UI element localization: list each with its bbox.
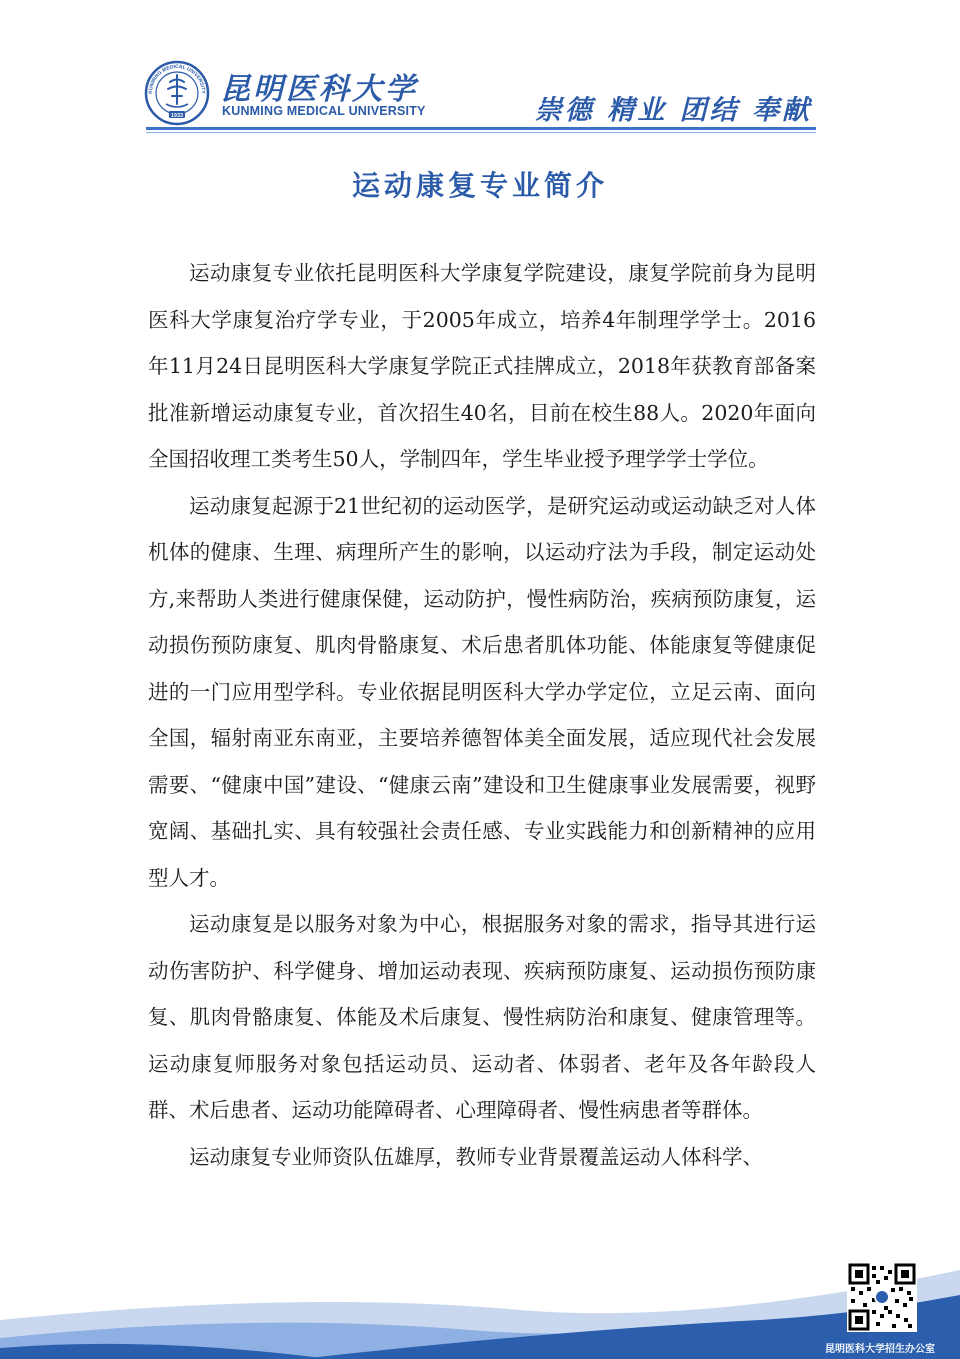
header-divider-thin <box>146 132 816 133</box>
paragraph-3: 运动康复是以服务对象为中心，根据服务对象的需求，指导其进行运动伤害防护、科学健身、增加运动表现、疾病预防康复、运动损伤预防康复、肌肉骨骼康复、体能及术后康复、慢性病防治和康复、健康管理等。运动康复师服务对象包括运动员、运动者、体弱者、老年及各年龄段人群、术后患者、运动功能障碍者、心理障碍者、慢性病患者等群体。 <box>148 912 816 1122</box>
document-body <box>148 250 816 1180</box>
paragraph-2: 运动康复起源于21世纪初的运动医学，是研究运动或运动缺乏对人体机体的健康、生理、病理所产生的影响，以运动疗法为手段，制定运动处方,来帮助人类进行健康保健，运动防护，慢性病防治，疾病预防康复，运动损伤预防康复、肌肉骨骼康复、术后患者肌体功能、体能康复等健康促进的一门应用型学科。专业依据昆明医科大学办学定位，立足云南、面向全国，辐射南亚东南亚，主要培养德智体美全面发展，适应现代社会发展需要、“健康中国”建设、“健康云南”建设和卫生健康事业发展需要，视野宽阔、基础扎实、具有较强社会责任感、专业实践能力和创新精神的应用型人才。 <box>148 493 816 890</box>
page-header <box>0 0 960 140</box>
document-title: 运动康复专业简介 <box>351 169 608 202</box>
university-name-cn: 昆明医科大学 <box>220 72 418 107</box>
svg-text:KUNMING MEDICAL UNIVERSITY: KUNMING MEDICAL UNIVERSITY <box>147 63 207 94</box>
header-divider <box>146 127 816 130</box>
qr-caption: 昆明医科大学招生办公室 <box>825 1344 935 1355</box>
university-name-en: KUNMING MEDICAL UNIVERSITY <box>222 104 426 118</box>
qr-code-icon <box>847 1262 917 1332</box>
paragraph-4: 运动康复专业师资队伍雄厚，教师专业背景覆盖运动人体科学、 <box>189 1144 763 1169</box>
svg-text:1933: 1933 <box>170 112 184 119</box>
university-motto: 崇德 精业 团结 奉献 <box>534 95 812 126</box>
paragraph-1: 运动康复专业依托昆明医科大学康复学院建设，康复学院前身为昆明医科大学康复治疗学专业，于2005年成立，培养4年制理学学士。2016年11月24日昆明医科大学康复学院正式挂牌成立，2018年获教育部备案批准新增运动康复专业，首次招生40名，目前在校生88人。2020年面向全国招收理工类考生50人，学制四年，学生毕业授予理学学士学位。 <box>148 261 816 471</box>
university-seal-icon <box>144 60 210 126</box>
